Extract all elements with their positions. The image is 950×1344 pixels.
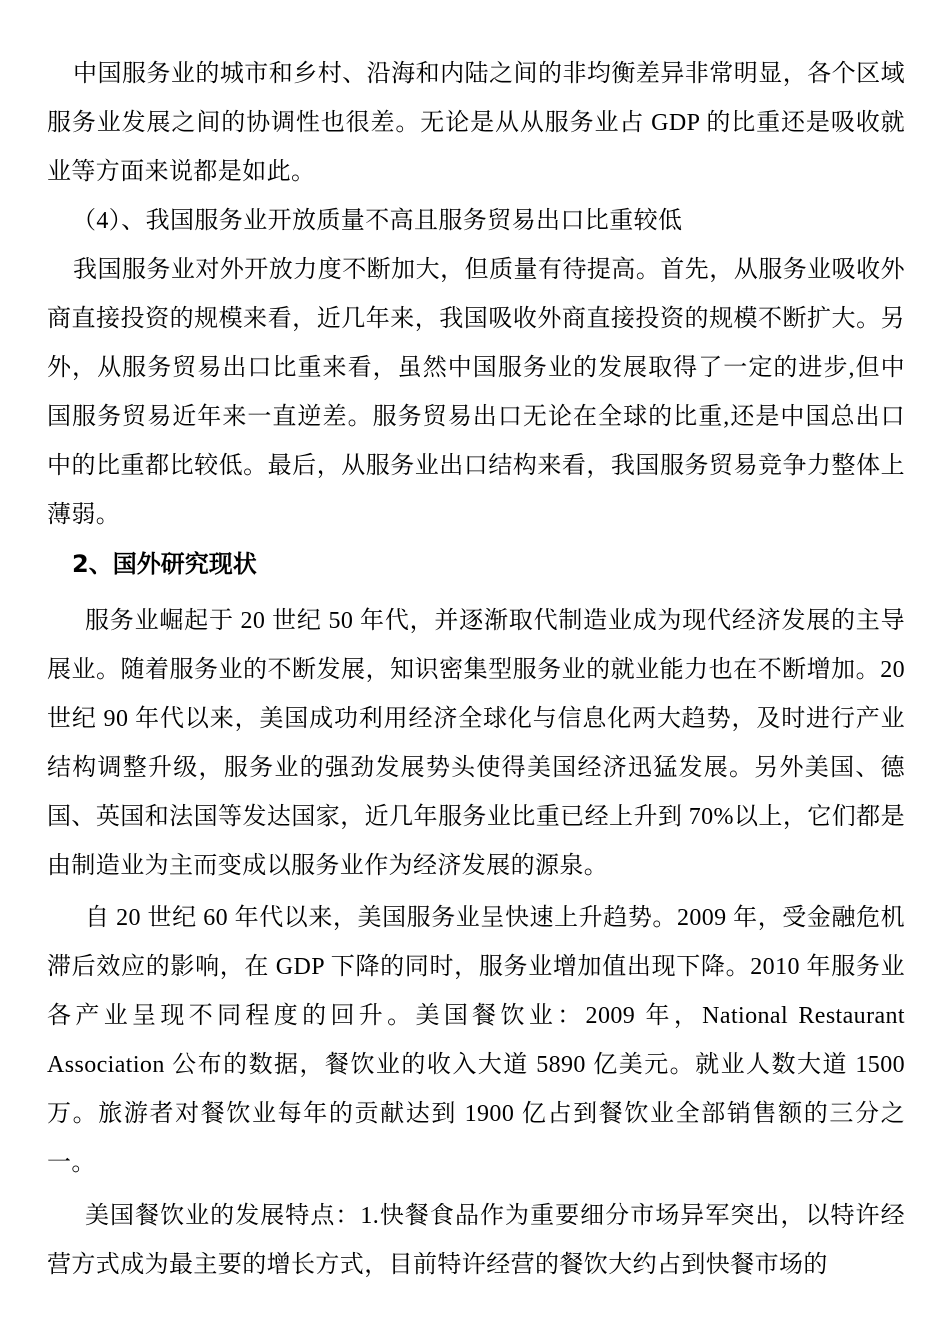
subsection-heading-openness: （4）、我国服务业开放质量不高且服务贸易出口比重较低 <box>72 208 683 234</box>
paragraph-us-restaurant-features: 美国餐饮业的发展特点：1.快餐食品作为重要细分市场异军突出，以特许经营方式成为最主要的增长方式，目前特许经营的餐饮大约占到快餐市场的 <box>47 1203 905 1278</box>
paragraph-service-rise: 服务业崛起于 20 世纪 50 年代，并逐渐取代制造业成为现代经济发展的主导展业。随着服务业的不断发展，知识密集型服务业的就业能力也在不断增加。20 世纪 90 年代以来，美国成功利用经济全球化与信息化两大趋势，及时进行产业结构调整升级，服务业的强劲发展势头使得美国经济迅猛发展。另外美国、德国、英国和法国等发达国家，近几年服务业比重已经上升到 70%以上，它们都是由制造业为主而变成以服务业作为经济发展的源泉。 <box>47 608 905 879</box>
paragraph-us-services: 自 20 世纪 60 年代以来，美国服务业呈快速上升趋势。2009 年，受金融危机滞后效应的影响，在 GDP 下降的同时，服务业增加值出现下降。2010 年服务业各产业呈现不同程度的回升。美国餐饮业：2009 年，National Restaurant Association 公布的数据，餐饮业的收入大道 5890 亿美元。就业人数大道 1500 万。旅游者对餐饮业每年的贡献达到 1900 亿占到餐饮业全部销售额的三分之一。 <box>47 905 905 1176</box>
section-heading-foreign-research: 2、国外研究现状 <box>72 550 257 578</box>
paragraph-openness-quality: 我国服务业对外开放力度不断加大，但质量有待提高。首先，从服务业吸收外商直接投资的规模来看，近几年来，我国吸收外商直接投资的规模不断扩大。另外，从服务贸易出口比重来看，虽然中国服务业的发展取得了一定的进步,但中国服务贸易近年来一直逆差。服务贸易出口无论在全球的比重,还是中国总出口中的比重都比较低。最后，从服务业出口结构来看，我国服务贸易竞争力整体上薄弱。 <box>47 257 905 528</box>
paragraph-regional-imbalance: 中国服务业的城市和乡村、沿海和内陆之间的非均衡差异非常明显，各个区域服务业发展之间的协调性也很差。无论是从从服务业占 GDP 的比重还是吸收就业等方面来说都是如此。 <box>47 61 905 185</box>
